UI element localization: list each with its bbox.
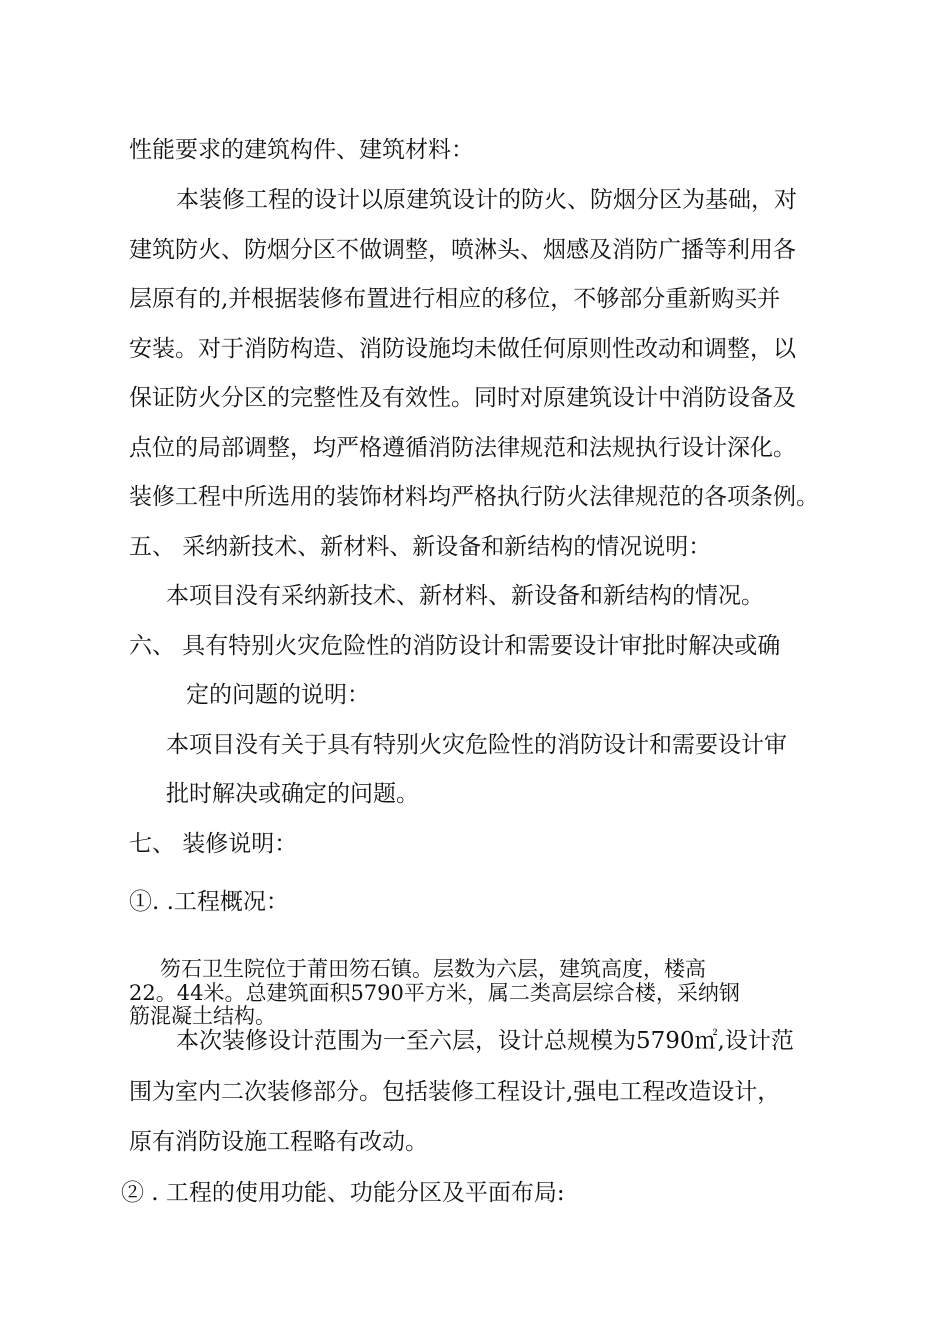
text-line: 装修工程中所选用的装饰材料均严格执行防火法律规范的各项条例。: [129, 484, 819, 510]
subsection-heading: ①. .工程概况：: [129, 889, 289, 915]
section-heading: 七、 装修说明：: [129, 831, 298, 857]
text-line: 本次装修设计范围为一至六层，设计总规模为5790㎡,设计范: [176, 1028, 794, 1054]
text-line: 安装。对于消防构造、消防设施均未做任何原则性改动和调整，以: [129, 336, 796, 362]
text-line: 批时解决或确定的问题。: [166, 781, 419, 807]
text-line: 22。44米。总建筑面积5790平方米，属二类高层综合楼，采纳钢: [129, 981, 740, 1005]
text-line: 笏石卫生院位于莆田笏石镇。层数为六层，建筑高度，楼高: [160, 957, 706, 981]
text-line: 层原有的,并根据装修布置进行相应的移位，不够部分重新购买并: [129, 286, 781, 312]
section-heading: 五、 采纳新技术、新材料、新设备和新结构的情况说明：: [129, 534, 712, 560]
section-heading: 六、 具有特别火灾危险性的消防设计和需要设计审批时解决或确: [129, 633, 781, 659]
text-line: 围为室内二次装修部分。包括装修工程设计,强电工程改造设计，: [129, 1079, 781, 1105]
section-heading: 定的问题的说明：: [186, 682, 370, 708]
text-line: 保证防火分区的完整性及有效性。同时对原建筑设计中消防设备及: [129, 385, 796, 411]
text-line: 点位的局部调整，均严格遵循消防法律规范和法规执行设计深化。: [129, 435, 796, 461]
text-line: 建筑防火、防烟分区不做调整，喷淋头、烟感及消防广播等利用各: [129, 237, 796, 263]
text-line: 筋混凝土结构。: [129, 1004, 276, 1028]
text-line: 原有消防设施工程略有改动。: [129, 1129, 428, 1155]
text-line: 性能要求的建筑构件、建筑材料：: [129, 137, 474, 163]
text-line: 本项目没有采纳新技术、新材料、新设备和新结构的情况。: [166, 583, 764, 609]
subsection-heading: ② . 工程的使用功能、功能分区及平面布局:: [121, 1180, 565, 1206]
text-line: 本项目没有关于具有特别火灾危险性的消防设计和需要设计审: [166, 732, 787, 758]
text-line: 本装修工程的设计以原建筑设计的防火、防烟分区为基础，对: [176, 187, 797, 213]
